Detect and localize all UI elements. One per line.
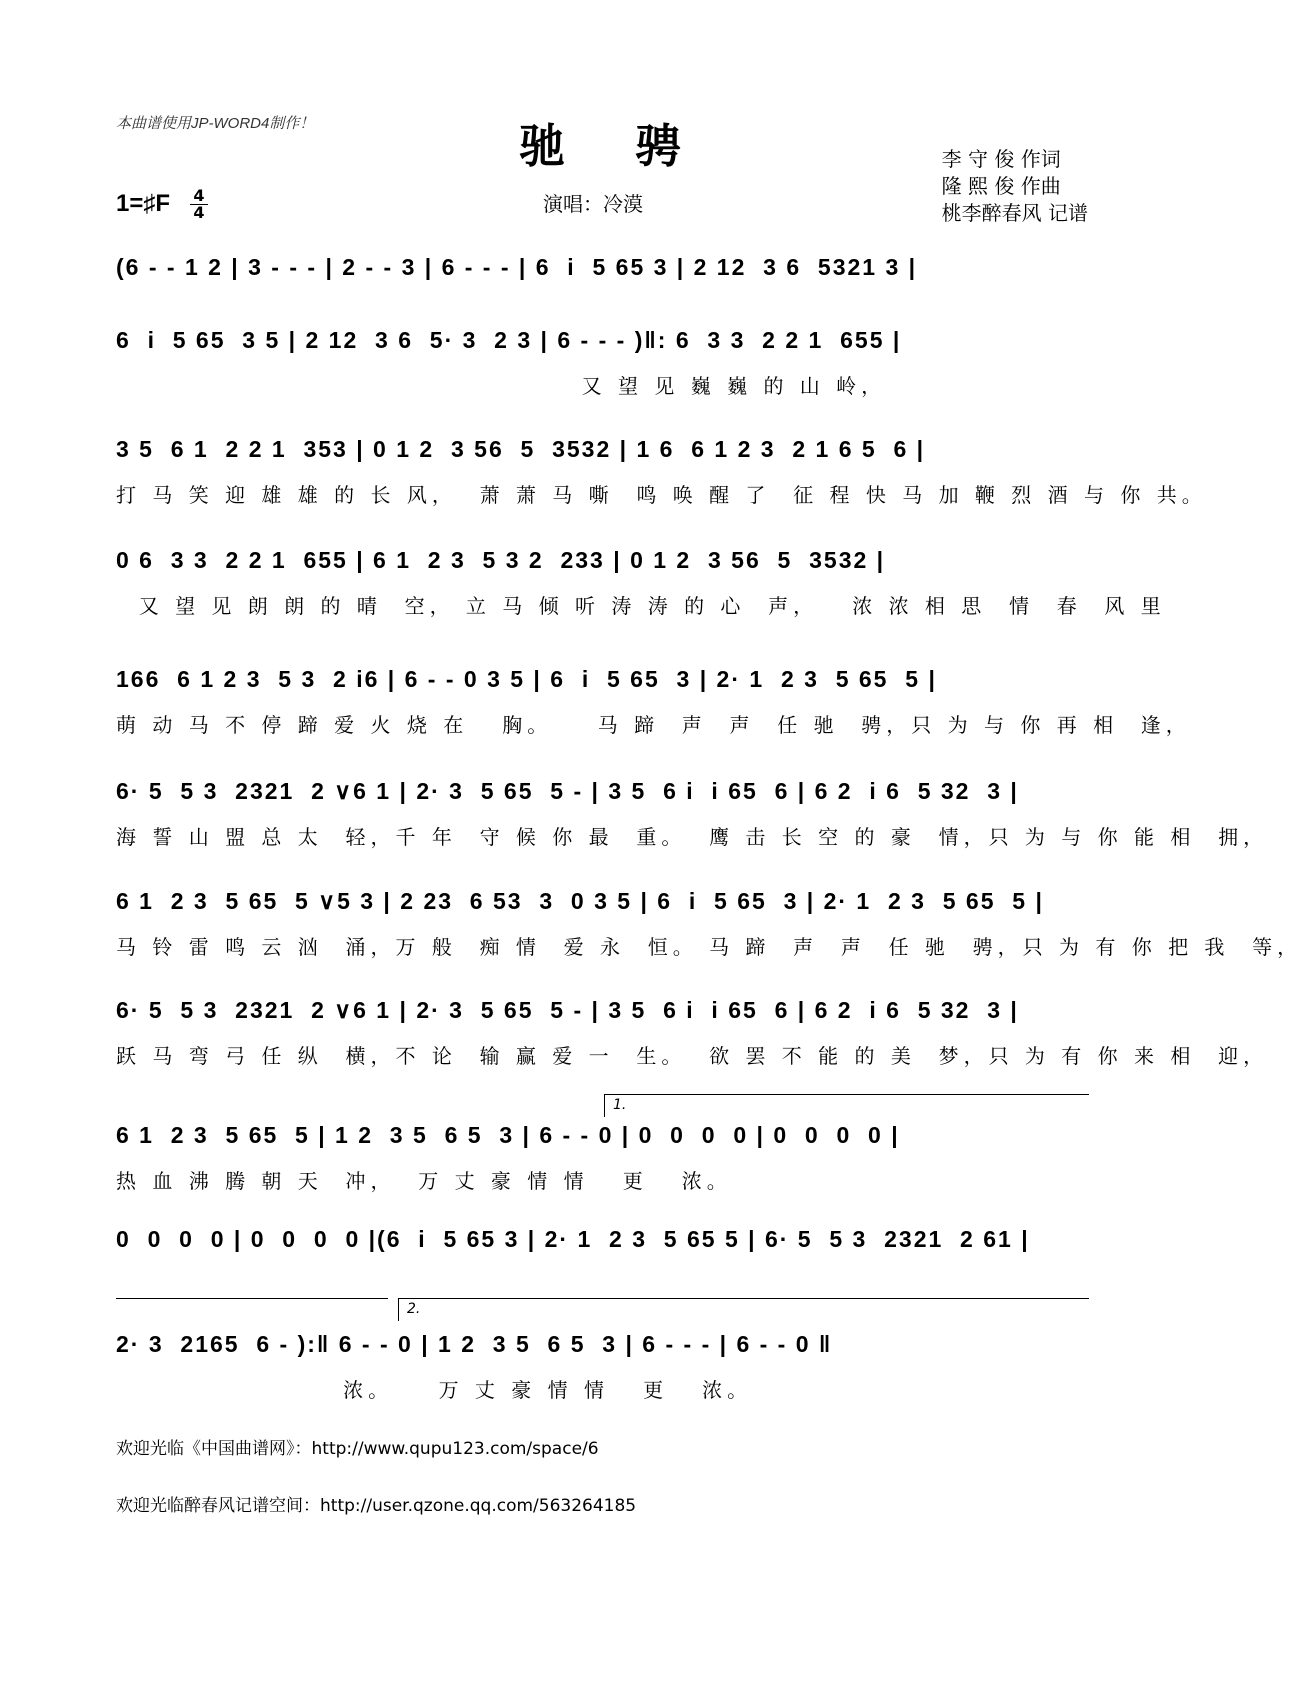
lyric-line: 热 血 沸 腾 朝 天 冲， 万 丈 豪 情 情 更 浓。 [116,1169,732,1193]
singer: 演唱：冷漠 [543,192,643,216]
meter-bottom: 4 [193,203,205,222]
lyric-line: 又 望 见 巍 巍 的 山 岭， [116,374,887,398]
author-credits [942,146,1088,227]
composer: 隆 熙 俊 作曲 [941,174,1061,198]
volta-bracket-continuation [116,1298,388,1321]
volta-label: 1. [613,1097,627,1113]
notation-line: 166 6 1 2 3 5 3 2 i6 | 6 - - 0 3 5 | 6 i 5 65 3 | 2· 1 2 3 5 65 5 | [116,666,937,692]
lyric-line: 浓。 万 丈 豪 情 情 更 浓。 [116,1378,753,1402]
song-title: 驰骋 [519,119,751,173]
lyric-line [116,1269,1088,1297]
notation-line: 6 i 5 65 3 5 | 2 12 3 6 5· 3 2 3 | 6 - - - )‖: 6 3 3 2 2 1 655 | [116,327,902,353]
notation-line: 0 0 0 0 | 0 0 0 0 |(6 i 5 65 3 | 2· 1 2 3 5 65 5 | 6· 5 5 3 2321 2 61 | [116,1226,1030,1252]
volta-bracket-2 [398,1298,1089,1321]
meter-top: 4 [190,188,208,205]
lyric-line: 又 望 见 朗 朗 的 晴 空， 立 马 倾 听 涛 涛 的 心 声， 浓 浓 相 思 情 春 风 里 [116,594,1166,618]
software-credit: 本曲谱使用JP-WORD4制作！ [116,115,315,132]
lyric-line: 萌 动 马 不 停 蹄 爱 火 烧 在 胸。 马 蹄 声 声 任 驰 骋，只 为 与 你 再 相 逢， [116,713,1191,737]
notation-line: 6· 5 5 3 2321 2 ∨6 1 | 2· 3 5 65 5 - | 3 5 6 i i 65 6 | 6 2 i 6 5 32 3 | [116,997,1019,1023]
lyric-line: 打 马 笑 迎 雄 雄 的 长 风， 萧 萧 马 嘶 鸣 唤 醒 了 征 程 快 马 加 鞭 烈 酒 与 你 共。 [116,483,1207,507]
notation-line: 0 6 3 3 2 2 1 655 | 6 1 2 3 5 3 2 233 | 0 1 2 3 56 5 3532 | [116,547,886,573]
lyric-line: 跃 马 弯 弓 任 纵 横，不 论 输 赢 爱 一 生。 欲 罢 不 能 的 美 梦，只 为 有 你 来 相 迎， [116,1044,1269,1068]
notation-line: 3 5 6 1 2 2 1 353 | 0 1 2 3 56 5 3532 | 1 6 6 1 2 3 2 1 6 5 6 | [116,436,926,462]
notation-line: 6 1 2 3 5 65 5 | 1 2 3 5 6 5 3 | 6 - - 0 | 0 0 0 0 | 0 0 0 0 | [116,1122,900,1148]
notation-line: 6 1 2 3 5 65 5 ∨5 3 | 2 23 6 53 3 0 3 5 | 6 i 5 65 3 | 2· 1 2 3 5 65 5 | [116,888,1044,914]
transcriber: 桃李醉春风 记谱 [941,201,1088,225]
time-signature [190,188,208,221]
notation-line: 2· 3 2165 6 - ):‖ 6 - - 0 | 1 2 3 5 6 5 3 | 6 - - - | 6 - - 0 ‖ [116,1331,833,1357]
footer-link-qzone[interactable]: 欢迎光临醉春风记谱空间：http://user.qzone.qq.com/563264185 [116,1496,637,1516]
lyric-line: 海 誓 山 盟 总 太 轻，千 年 守 候 你 最 重。 鹰 击 长 空 的 豪 情，只 为 与 你 能 相 拥， [116,825,1269,849]
lyricist: 李 守 俊 作词 [941,147,1061,171]
lyric-line: 马 铃 雷 鸣 云 汹 涌，万 般 痴 情 爱 永 恒。 马 蹄 声 声 任 驰 骋，只 为 有 你 把 我 等， [116,935,1302,959]
footer-link-qupu[interactable]: 欢迎光临《中国曲谱网》：http://www.qupu123.com/space/6 [116,1439,599,1459]
notation-line: 6· 5 5 3 2321 2 ∨6 1 | 2· 3 5 65 5 - | 3 5 6 i i 65 6 | 6 2 i 6 5 32 3 | [116,778,1019,804]
volta-label: 2. [407,1301,421,1317]
notation-line: (6 - - 1 2 | 3 - - - | 2 - - 3 | 6 - - - | 6 i 5 65 3 | 2 12 3 6 5321 3 | [116,254,918,280]
key-signature: 1=♯F [116,190,171,217]
